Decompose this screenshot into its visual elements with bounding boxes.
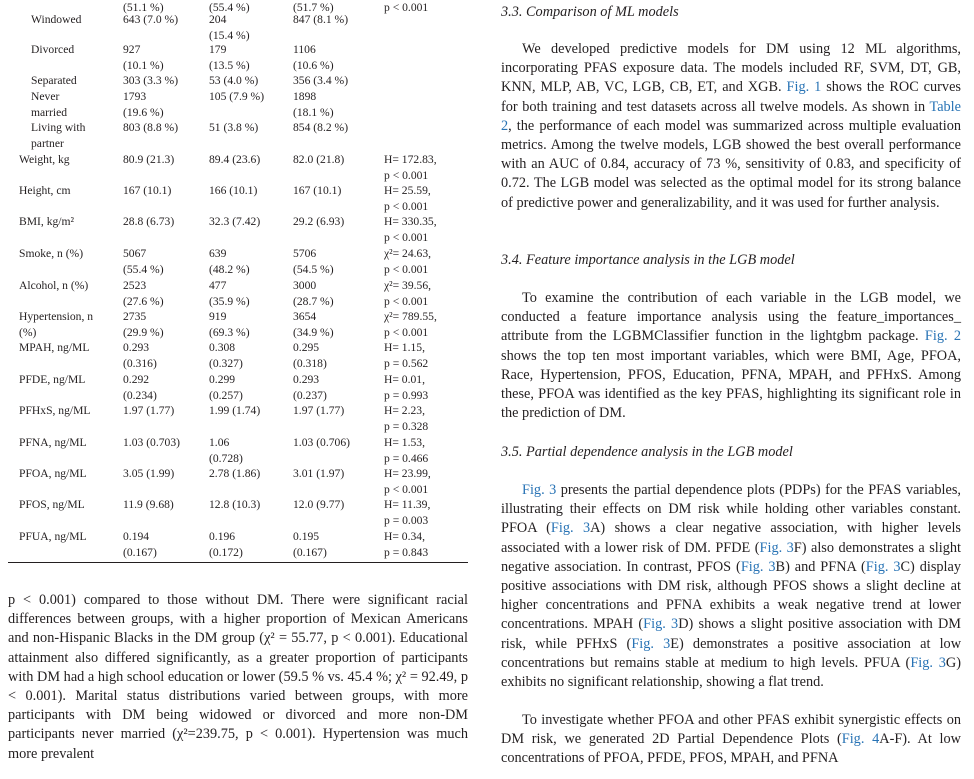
figure-reference-link[interactable]: Fig. 3	[740, 558, 776, 575]
row-label: PFDE, ng/ML	[19, 373, 86, 386]
figure-reference-link[interactable]: Fig. 3	[550, 520, 591, 537]
non-dm-value: 3.05 (1.99)	[123, 467, 175, 480]
statistic-value: χ²= 24.63, p < 0.001	[384, 247, 432, 276]
dm-value: 105 (7.9 %)	[209, 90, 265, 103]
statistic-value: χ²= 39.56, p < 0.001	[384, 279, 432, 308]
dm-value: 32.3 (7.42)	[209, 215, 261, 228]
figure-reference-link[interactable]: Fig. 3	[910, 654, 946, 671]
non-dm-value: 1.03 (0.703)	[123, 436, 180, 449]
total-value: 3000 (28.7 %)	[293, 279, 334, 308]
section-heading-3-5: 3.5. Partial dependence analysis in the LGB model	[501, 444, 793, 460]
row-label: Separated	[31, 74, 77, 87]
dm-value: 1.99 (1.74)	[209, 404, 261, 417]
dm-value: 639 (48.2 %)	[209, 247, 250, 276]
dm-value: 166 (10.1)	[209, 184, 258, 197]
dm-value: 12.8 (10.3)	[209, 498, 261, 511]
non-dm-value: 2735 (29.9 %)	[123, 310, 164, 339]
table-bottom-rule	[8, 562, 468, 563]
dm-value: 0.196 (0.172)	[209, 530, 243, 559]
row-label: Windowed	[31, 13, 82, 26]
row-label: PFNA, ng/ML	[19, 436, 87, 449]
paragraph-3-4: To examine the contribution of each variable in the LGB model, we conducted a feature importance analysis using the feature_importances_ attribute from the LGBMClassifier function in the lightgbm package. Fig. 2 shows the top ten most important variables, which were BMI, Age, PFOA, Race, Hypertension, PFOS, Education, PFNA, MPAH, and PFHxS. Among these, PFOA was identified as the key PFAS, highlighting its significant role in the prediction of DM.	[501, 290, 961, 422]
non-dm-value: 5067 (55.4 %)	[123, 247, 164, 276]
row-label: BMI, kg/m²	[19, 215, 75, 228]
paragraph-3-5-cont: To investigate whether PFOA and other PFAS exhibit synergistic effects on DM risk, we generated 2D Partial Dependence Plots (Fig. 4A-F). At low concentrations of PFOA, PFDE, PFOS, MPAH, and PFNA	[501, 712, 961, 767]
dm-value: (55.4 %)	[209, 1, 250, 14]
left-column	[0, 0, 480, 779]
left-body-paragraph: p < 0.001) compared to those without DM. There were significant racial differences between groups, with a higher proportion of Mexican Americans and non-Hispanic Blacks in the DM group (χ² = 55.77, p < 0.001). Educational attainment also differed significantly, as a greater proportion of participants with DM had a high school education or lower (59.5 % vs. 45.4 %; χ² = 92.49, p < 0.001). Marital status distributions varied between groups, with more participants with DM being widowed or divorced and more non-DM participants never married (χ²=239.75, p < 0.001). Hypertension was much more prevalent	[8, 592, 468, 762]
non-dm-value: 0.194 (0.167)	[123, 530, 157, 559]
statistic-value: H= 1.53, p = 0.466	[384, 436, 429, 465]
statistic-value: H= 0.01, p = 0.993	[384, 373, 429, 402]
non-dm-value: 167 (10.1)	[123, 184, 172, 197]
non-dm-value: 80.9 (21.3)	[123, 153, 175, 166]
non-dm-value: 1.97 (1.77)	[123, 404, 175, 417]
dm-value: 51 (3.8 %)	[209, 121, 259, 134]
statistic-value: H= 2.23, p = 0.328	[384, 404, 429, 433]
figure-reference-link[interactable]: Fig. 3	[643, 616, 679, 633]
statistic-value: H= 0.34, p = 0.843	[384, 530, 429, 559]
section-heading-3-3: 3.3. Comparison of ML models	[501, 4, 679, 20]
total-value: 167 (10.1)	[293, 184, 342, 197]
statistic-value: H= 1.15, p = 0.562	[384, 341, 429, 370]
total-value: (51.7 %)	[293, 1, 334, 14]
dm-value: 477 (35.9 %)	[209, 279, 250, 308]
dm-value: 89.4 (23.6)	[209, 153, 261, 166]
row-label: Weight, kg	[19, 153, 70, 166]
non-dm-value: 0.292 (0.234)	[123, 373, 157, 402]
figure-reference-link[interactable]: Fig. 3	[865, 558, 901, 575]
non-dm-value: 803 (8.8 %)	[123, 121, 179, 134]
figure-reference-link[interactable]: Table 2	[501, 98, 961, 134]
statistic-value: p < 0.001	[384, 1, 429, 14]
total-value: 1106 (10.6 %)	[293, 43, 334, 72]
row-label: MPAH, ng/ML	[19, 341, 90, 354]
statistic-value: H= 330.35, p < 0.001	[384, 215, 437, 244]
total-value: 3.01 (1.97)	[293, 467, 345, 480]
statistic-value: H= 172.83, p < 0.001	[384, 153, 437, 182]
total-value: 5706 (54.5 %)	[293, 247, 334, 276]
total-value: 29.2 (6.93)	[293, 215, 345, 228]
row-label: Never married	[31, 90, 68, 119]
statistic-value: H= 25.59, p < 0.001	[384, 184, 431, 213]
row-label: Divorced	[31, 43, 75, 56]
figure-reference-link[interactable]: Fig. 1	[786, 79, 822, 96]
total-value: 356 (3.4 %)	[293, 74, 349, 87]
row-label: PFHxS, ng/ML	[19, 404, 91, 417]
row-label: PFOS, ng/ML	[19, 498, 85, 511]
dm-value: 1.06 (0.728)	[209, 436, 243, 465]
dm-value: 0.299 (0.257)	[209, 373, 243, 402]
figure-reference-link[interactable]: Fig. 4	[841, 731, 880, 748]
row-label: Height, cm	[19, 184, 71, 197]
figure-reference-link[interactable]: Fig. 3	[759, 539, 794, 556]
non-dm-value: 643 (7.0 %)	[123, 13, 179, 26]
non-dm-value: 2523 (27.6 %)	[123, 279, 164, 308]
non-dm-value: (51.1 %)	[123, 1, 164, 14]
total-value: 1898 (18.1 %)	[293, 90, 334, 119]
total-value: 3654 (34.9 %)	[293, 310, 334, 339]
statistic-value: χ²= 789.55, p < 0.001	[384, 310, 437, 339]
row-label: Living with partner	[31, 121, 86, 150]
figure-reference-link[interactable]: Fig. 2	[924, 328, 961, 345]
total-value: 0.295 (0.318)	[293, 341, 327, 370]
dm-value: 204 (15.4 %)	[209, 13, 250, 42]
row-label: Smoke, n (%)	[19, 247, 84, 260]
total-value: 1.97 (1.77)	[293, 404, 345, 417]
figure-reference-link[interactable]: Fig. 3	[631, 635, 671, 652]
total-value: 854 (8.2 %)	[293, 121, 349, 134]
section-heading-3-4: 3.4. Feature importance analysis in the LGB model	[501, 252, 795, 268]
total-value: 0.195 (0.167)	[293, 530, 327, 559]
total-value: 12.0 (9.77)	[293, 498, 345, 511]
non-dm-value: 1793 (19.6 %)	[123, 90, 164, 119]
statistic-value: H= 23.99, p < 0.001	[384, 467, 431, 496]
total-value: 0.293 (0.237)	[293, 373, 327, 402]
non-dm-value: 11.9 (9.68)	[123, 498, 174, 511]
row-label: Hypertension, n (%)	[19, 310, 94, 339]
total-value: 1.03 (0.706)	[293, 436, 350, 449]
dm-value: 53 (4.0 %)	[209, 74, 259, 87]
paragraph-3-3: We developed predictive models for DM using 12 ML algorithms, incorporating PFAS exposure data. The models included RF, SVM, DT, GB, KNN, MLP, AB, VC, LGB, CB, ET, and XGB. Fig. 1 shows the ROC curves for both training and test datasets across all twelve models. As shown in Table 2, the performance of each model was summarized across multiple evaluation metrics. Among the twelve models, LGB showed the best overall performance with an AUC of 0.84, accuracy of 73 %, sensitivity of 0.83, and specificity of 0.72. The LGB model was selected as the optimal model for its strong balance of predictive power and generalizability, and it was used for further analysis.	[501, 41, 961, 211]
total-value: 847 (8.1 %)	[293, 13, 349, 26]
statistic-value: H= 11.39, p = 0.003	[384, 498, 431, 527]
non-dm-value: 0.293 (0.316)	[123, 341, 157, 370]
paragraph-3-5: Fig. 3 presents the partial dependence plots (PDPs) for the PFAS variables, illustrating their effects on DM risk while holding other variables constant. PFOA (Fig. 3A) shows a clear negative association, with higher levels associated with a lower risk of DM. PFDE (Fig. 3F) also demonstrates a slight negative association. In contrast, PFOS (Fig. 3B) and PFNA (Fig. 3C) display positive associations with DM risk, although PFOS shows a slight decline at higher concentrations and PFNA exhibits a weak negative trend at lower concentrations. MPAH (Fig. 3D) shows a slight positive association with DM risk, while PFHxS (Fig. 3E) demonstrates a positive association at low concentrations but remains stable at medium to high levels. PFUA (Fig. 3G) exhibits no significant relationship, showing a flat trend.	[501, 482, 962, 691]
non-dm-value: 927 (10.1 %)	[123, 43, 164, 72]
figure-reference-link[interactable]: Fig. 3	[522, 482, 557, 498]
non-dm-value: 303 (3.3 %)	[123, 74, 179, 87]
dm-value: 2.78 (1.86)	[209, 467, 261, 480]
dm-value: 919 (69.3 %)	[209, 310, 250, 339]
row-label: PFOA, ng/ML	[19, 467, 87, 480]
non-dm-value: 28.8 (6.73)	[123, 215, 175, 228]
row-label: Alcohol, n (%)	[19, 279, 89, 292]
total-value: 82.0 (21.8)	[293, 153, 345, 166]
dm-value: 179 (13.5 %)	[209, 43, 250, 72]
row-label: PFUA, ng/ML	[19, 530, 87, 543]
dm-value: 0.308 (0.327)	[209, 341, 243, 370]
